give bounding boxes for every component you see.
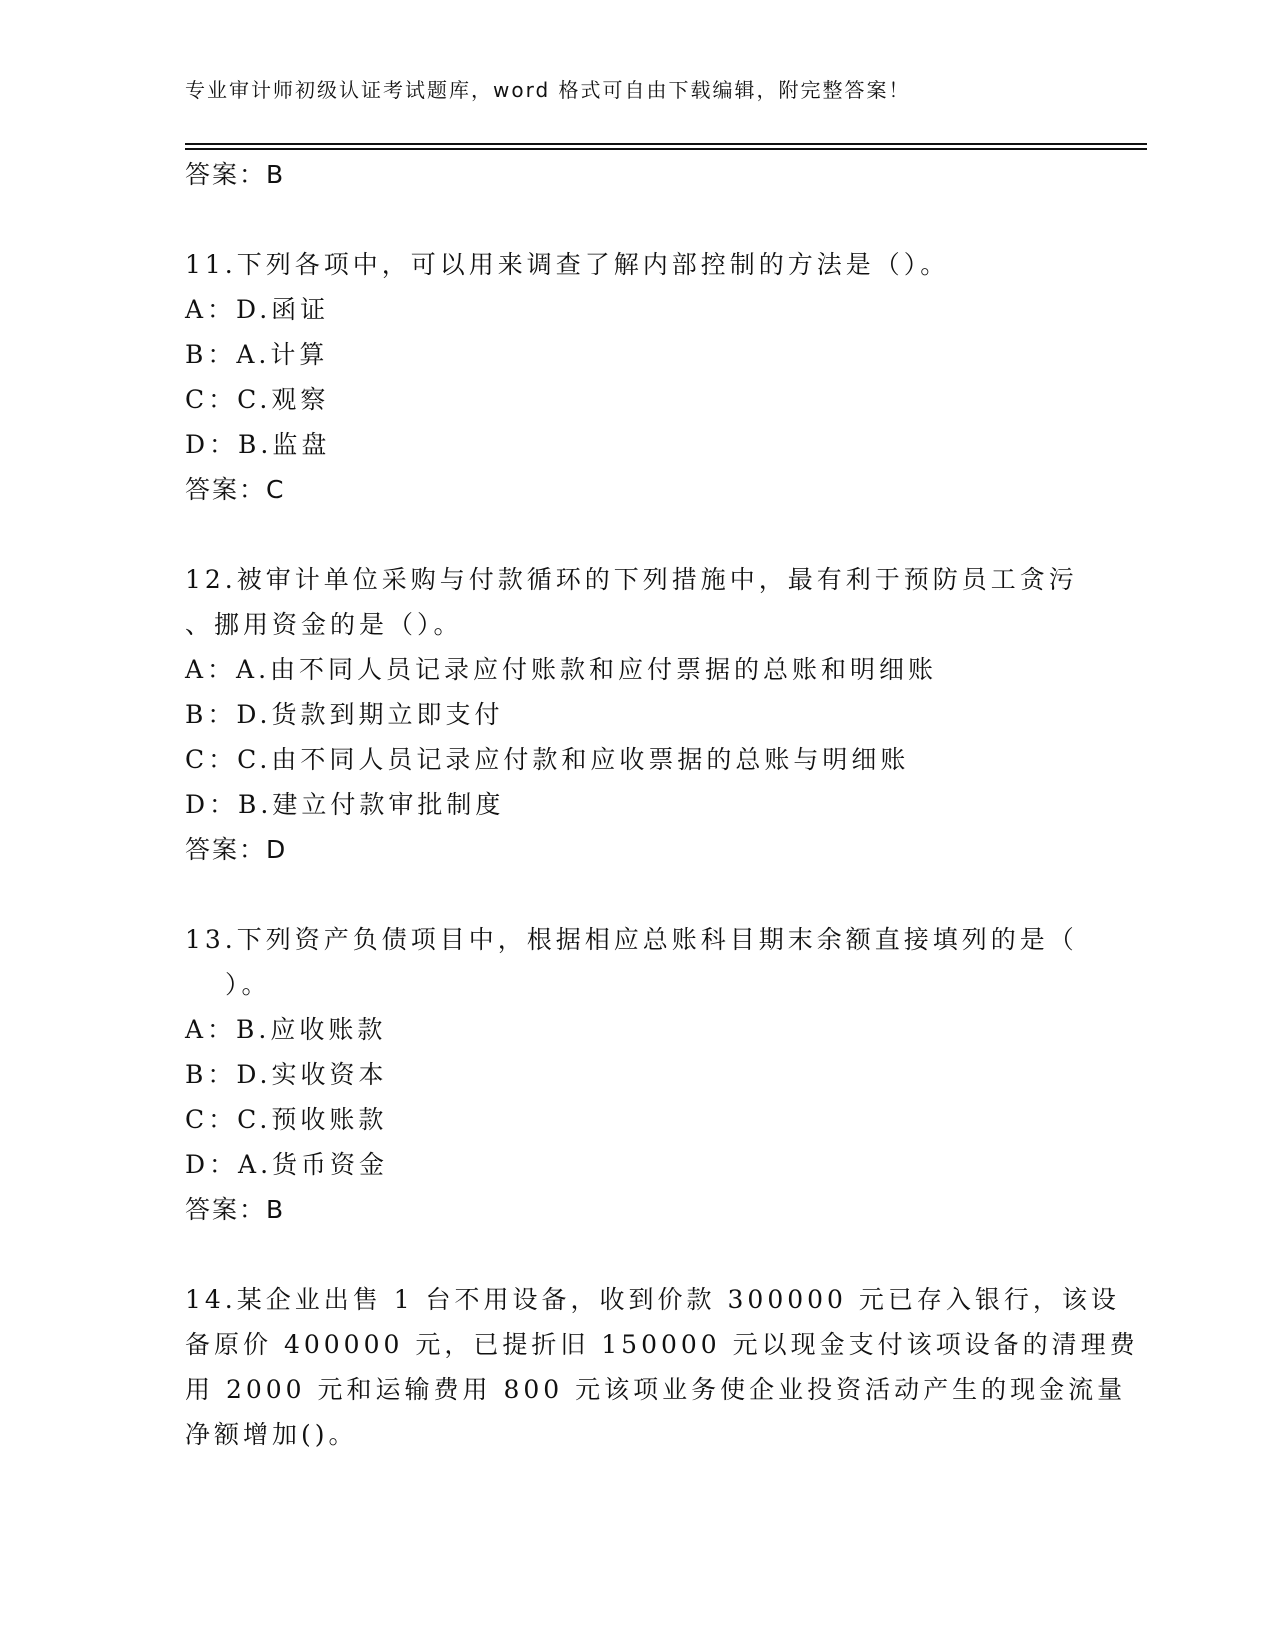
option-line: B：A.计算 [185,340,329,369]
option-line: C：C.预收账款 [185,1105,388,1134]
question-stem-continued: 、挪用资金的是（）。 [185,610,463,639]
answer-line: 答案：B [185,1195,286,1224]
document-body [185,152,1139,1457]
answer-line: 答案：C [185,475,286,504]
option-line: A：D.函证 [185,295,330,324]
option-line: B：D.实收资本 [185,1060,388,1089]
option-line: A：A.由不同人员记录应付账款和应付票据的总账和明细账 [185,655,938,684]
question-stem-continued: 净额增加()。 [185,1420,358,1449]
answer-line: 答案：B [185,160,286,189]
question-stem-continued: 备原价 400000 元，已提折旧 150000 元以现金支付该项设备的清理费 [185,1330,1139,1359]
option-line: B：D.货款到期立即支付 [185,700,504,729]
question-stem: 11.下列各项中，可以用来调查了解内部控制的方法是（）。 [185,250,950,279]
option-line: D：B.监盘 [185,430,331,459]
question-stem: 14.某企业出售 1 台不用设备，收到价款 300000 元已存入银行，该设 [185,1285,1120,1314]
option-line: A：B.应收账款 [185,1015,387,1044]
question-stem-continued: 用 2000 元和运输费用 800 元该项业务使企业投资活动产生的现金流量 [185,1375,1127,1404]
option-line: C：C.观察 [185,385,330,414]
header-rule-bottom [185,148,1147,150]
question-stem-continued: ）。 [225,970,271,999]
page-header: 专业审计师初级认证考试题库，word 格式可自由下载编辑，附完整答案！ [185,78,911,102]
question-stem: 12.被审计单位采购与付款循环的下列措施中，最有利于预防员工贪污 [185,565,1078,594]
option-line: D：A.货币资金 [185,1150,389,1179]
header-rule-top [185,143,1147,145]
option-line: C：C.由不同人员记录应付款和应收票据的总账与明细账 [185,745,910,774]
option-line: D：B.建立付款审批制度 [185,790,505,819]
question-stem: 13.下列资产负债项目中，根据相应总账科目期末余额直接填列的是（ [185,925,1078,954]
answer-line: 答案：D [185,835,288,864]
